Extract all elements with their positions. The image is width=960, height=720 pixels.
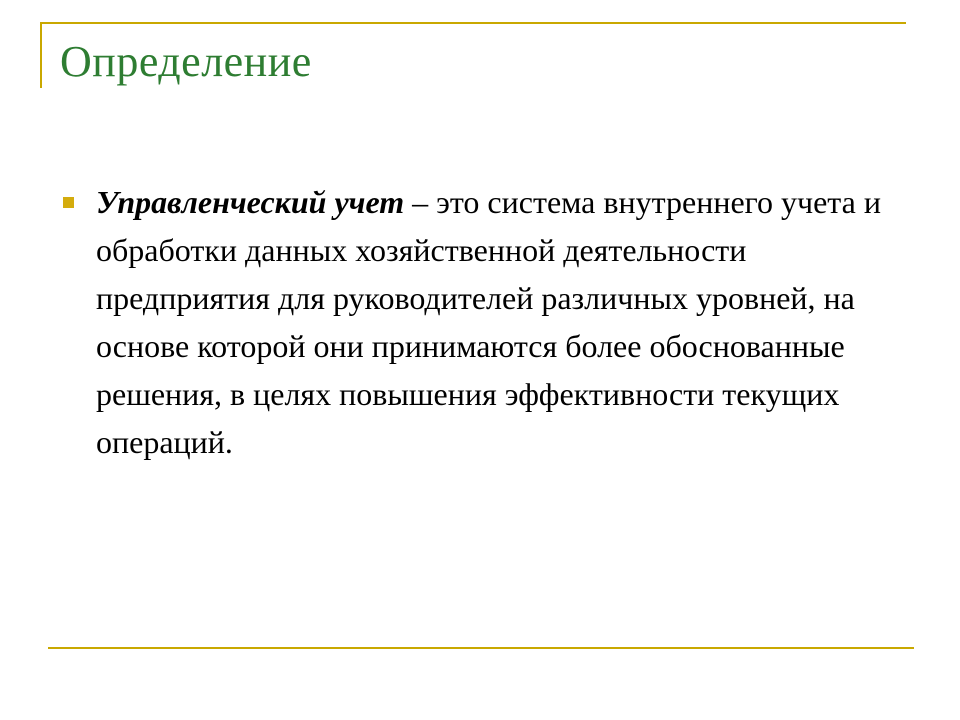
bottom-rule — [48, 647, 914, 649]
definition-term: Управленческий учет — [96, 184, 405, 220]
bullet-item — [60, 178, 900, 466]
square-bullet-icon — [63, 197, 74, 208]
slide-content — [60, 178, 900, 466]
definition-text: – это система внутреннего учета и обработки данных хозяйственной деятельности предприятия для руководителей различных уровней, на основе которой они принимаются более обоснованные решения, в целях повышения эффективности текущих операций. — [96, 184, 881, 460]
slide-title: Определение — [60, 37, 312, 86]
top-rule — [40, 22, 906, 24]
left-rule — [40, 22, 42, 88]
